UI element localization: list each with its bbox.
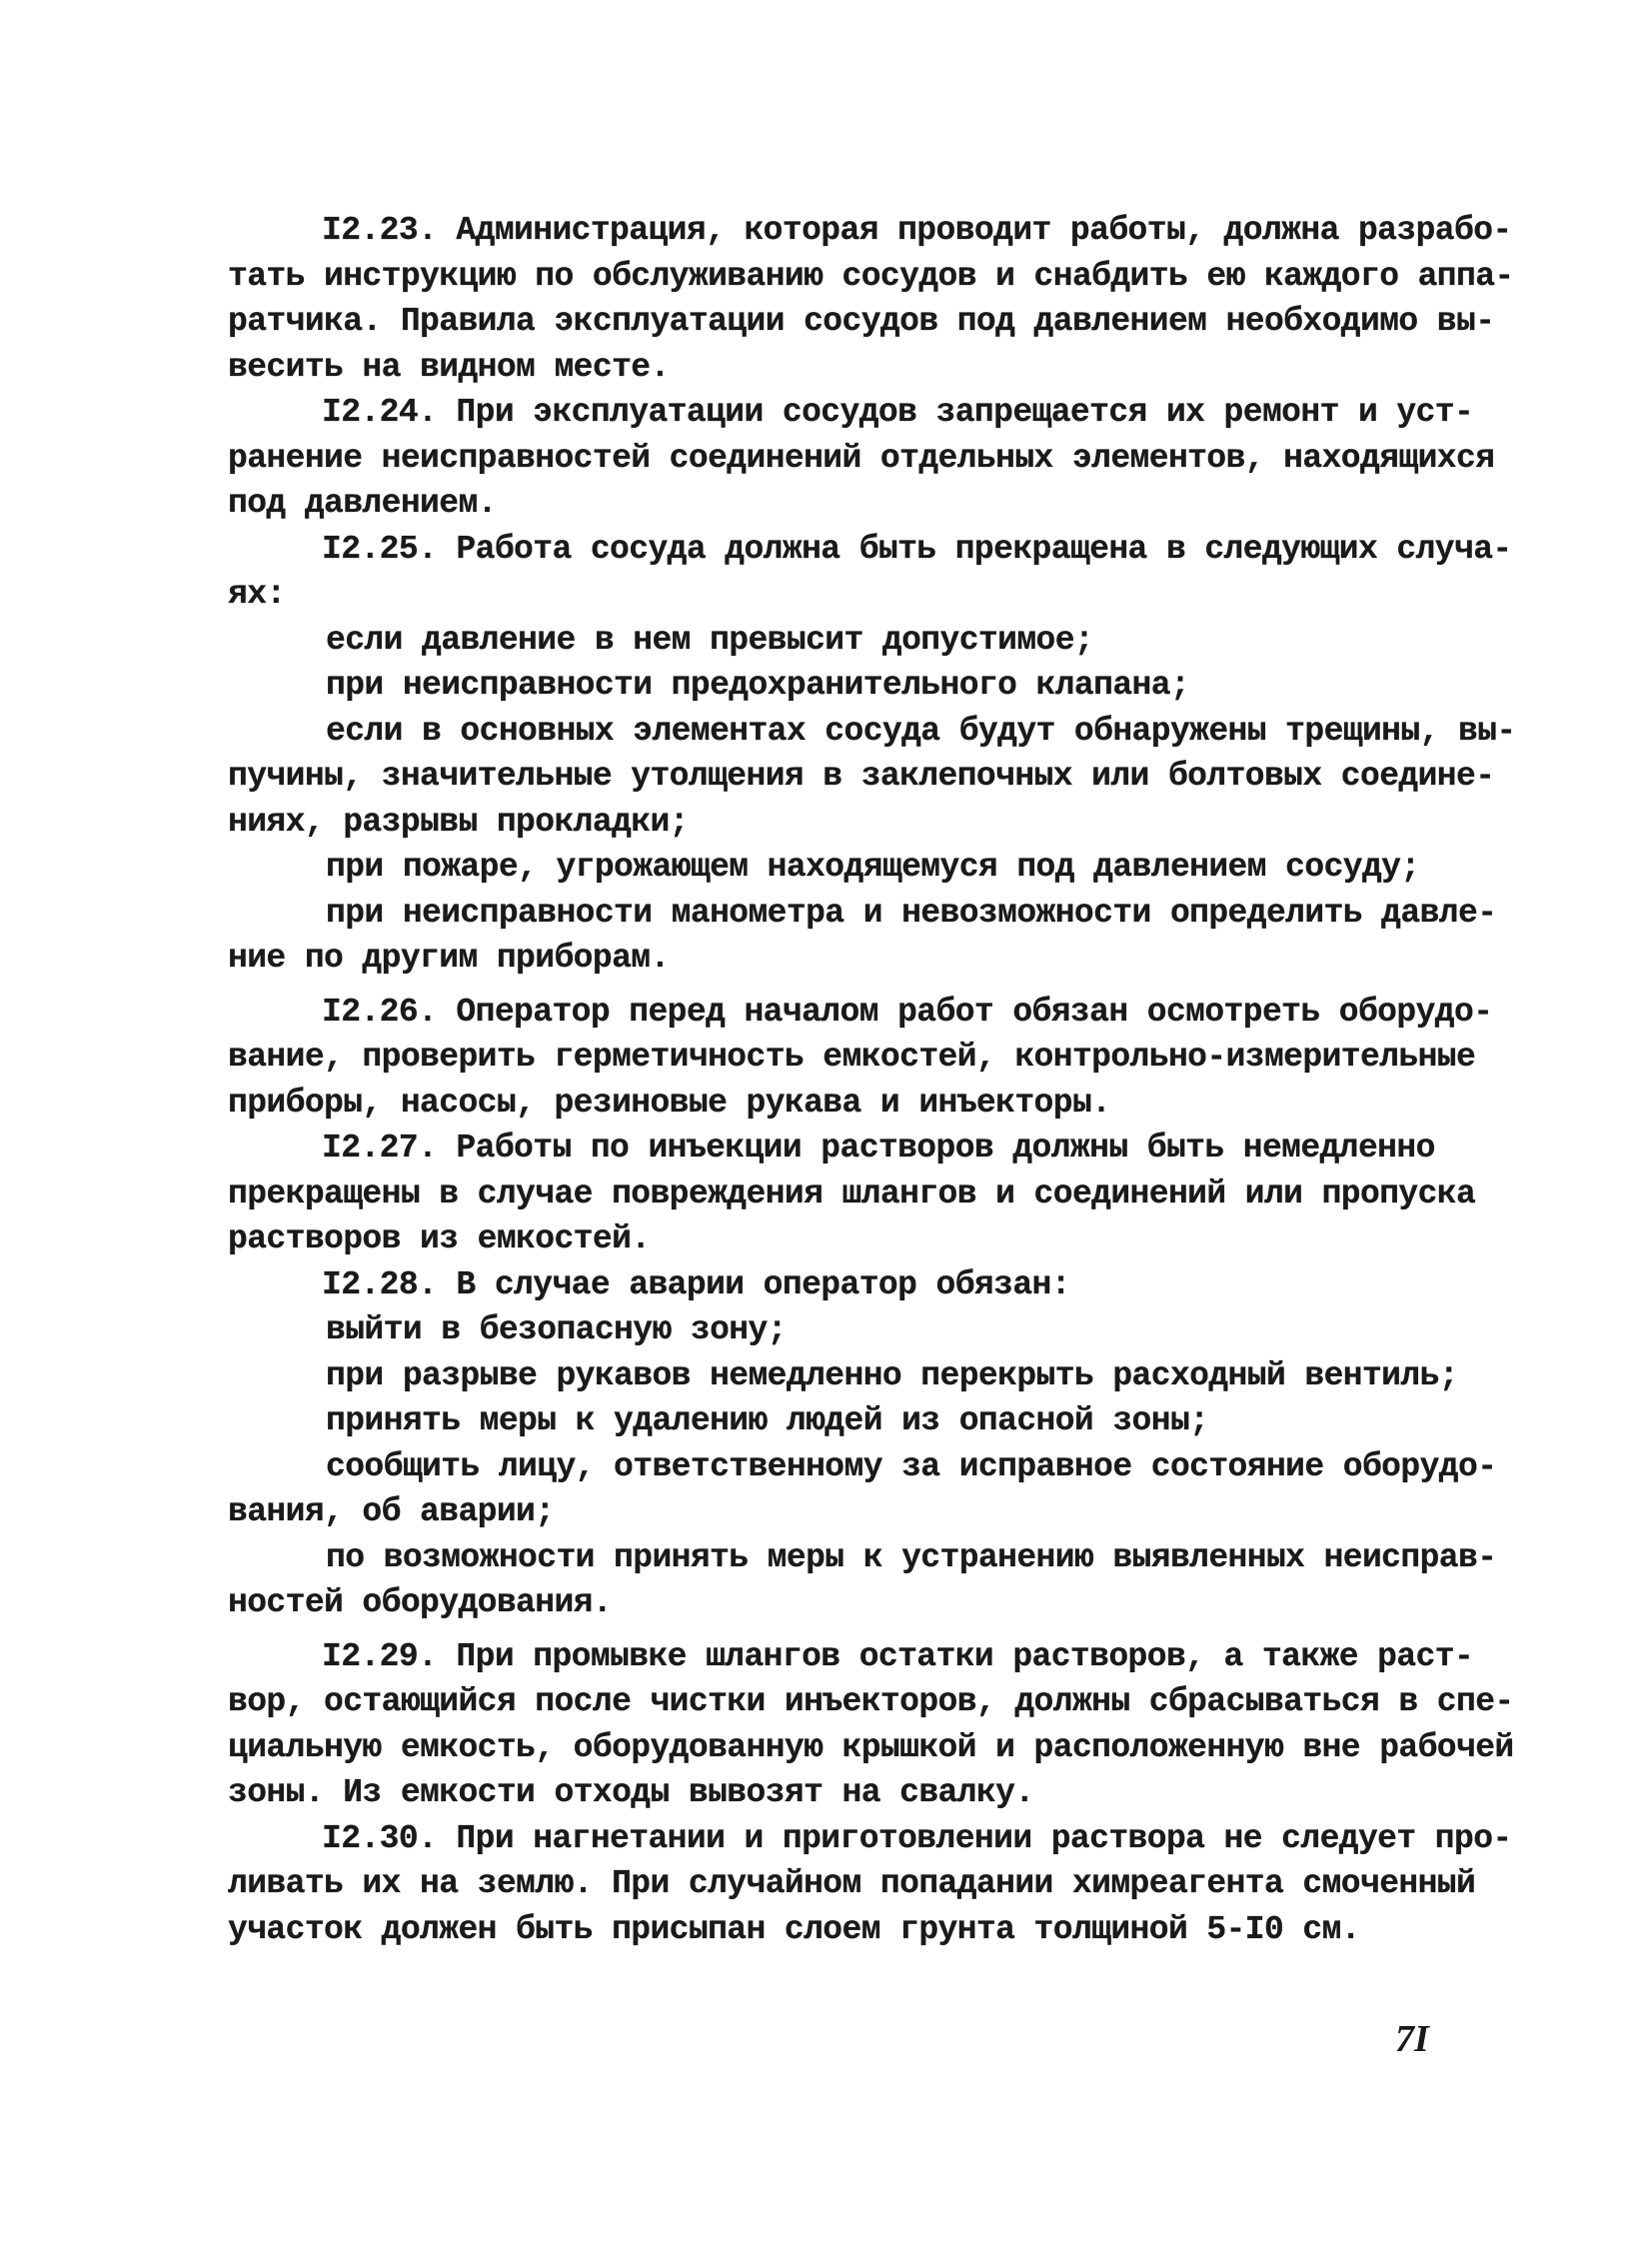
para-12-24-line-1: I2.24. При эксплуатации сосудов запрещается их ремонт и уст- — [322, 394, 1474, 431]
list-item: при пожаре, угрожающем находящемуся под давлением сосуду; — [326, 849, 1420, 886]
list-item-continuation: ностей оборудования. — [228, 1584, 613, 1621]
para-12-24-line-3: под давлением. — [228, 485, 497, 522]
list-item: при разрыве рукавов немедленно перекрыть расходный вентиль; — [326, 1356, 1458, 1394]
list-item-continuation: ние по другим приборам. — [228, 940, 670, 977]
list-item: сообщить лицу, ответственному за исправное состояние оборудо- — [326, 1447, 1497, 1485]
para-12-26-line-2: вание, проверить герметичность емкостей, контрольно-измерительные — [228, 1039, 1476, 1076]
para-12-23-line-1: I2.23. Администрация, которая проводит работы, должна разрабо- — [322, 212, 1512, 249]
para-12-24-line-2: ранение неисправностей соединений отдельных элементов, находящихся — [228, 439, 1495, 477]
list-item: если в основных элементах сосуда будут обнаружены трещины, вы- — [326, 712, 1516, 750]
page-number: 7I — [1395, 2018, 1429, 2060]
list-item: по возможности принять меры к устранению выявленных неисправ- — [326, 1538, 1497, 1576]
para-12-30-line-2: ливать их на землю. При случайном попадании химреагента смоченный — [228, 1865, 1476, 1902]
body-text — [228, 208, 1516, 1952]
para-12-25-line-1: I2.25. Работа сосуда должна быть прекращена в следующих случа- — [322, 530, 1512, 568]
para-12-27-line-2: прекращены в случае повреждения шлангов и соединений или пропуска — [228, 1174, 1476, 1212]
para-12-27-line-3: растворов из емкостей. — [228, 1220, 651, 1257]
list-item: принять меры к удалению людей из опасной зоны; — [326, 1402, 1209, 1439]
para-12-23-line-2: тать инструкцию по обслуживанию сосудов и снабдить ею каждого аппа- — [228, 257, 1514, 295]
para-12-30-line-3: участок должен быть присыпан слоем грунта толщиной 5-I0 см. — [228, 1910, 1360, 1948]
para-12-29-line-3: циальную емкость, оборудованную крышкой и расположенную вне рабочей — [228, 1728, 1514, 1766]
para-12-23-line-4: весить на видном месте. — [228, 348, 670, 386]
list-item-continuation: вания, об аварии; — [228, 1493, 555, 1530]
para-12-28-line-1: I2.28. В случае аварии оператор обязан: — [322, 1265, 1070, 1303]
list-item-continuation: пучины, значительные утолщения в заклепочных или болтовых соедине- — [228, 758, 1495, 795]
para-12-26-line-1: I2.26. Оператор перед началом работ обязан осмотреть оборудо- — [322, 993, 1493, 1031]
para-12-27-line-1: I2.27. Работы по инъекции растворов должны быть немедленно — [322, 1129, 1435, 1166]
para-12-29-line-1: I2.29. При промывке шлангов остатки растворов, а также раст- — [322, 1637, 1474, 1675]
list-item: если давление в нем превысит допустимое; — [326, 621, 1094, 659]
para-12-25-line-2: ях: — [228, 576, 286, 613]
list-item: при неисправности манометра и невозможности определить давле- — [326, 894, 1497, 932]
para-12-29-line-4: зоны. Из емкости отходы вывозят на свалку. — [228, 1774, 1034, 1811]
list-item-continuation: ниях, разрывы прокладки; — [228, 803, 689, 841]
para-12-23-line-3: ратчика. Правила эксплуатации сосудов под давлением необходимо вы- — [228, 303, 1495, 340]
para-12-29-line-2: вор, остающийся после чистки инъекторов, должны сбрасываться в спе- — [228, 1683, 1514, 1720]
list-item: при неисправности предохранительного клапана; — [326, 667, 1190, 704]
para-12-30-line-1: I2.30. При нагнетании и приготовлении раствора не следует про- — [322, 1819, 1512, 1857]
list-item: выйти в безопасную зону; — [326, 1311, 787, 1348]
para-12-26-line-3: приборы, насосы, резиновые рукава и инъекторы. — [228, 1084, 1111, 1122]
